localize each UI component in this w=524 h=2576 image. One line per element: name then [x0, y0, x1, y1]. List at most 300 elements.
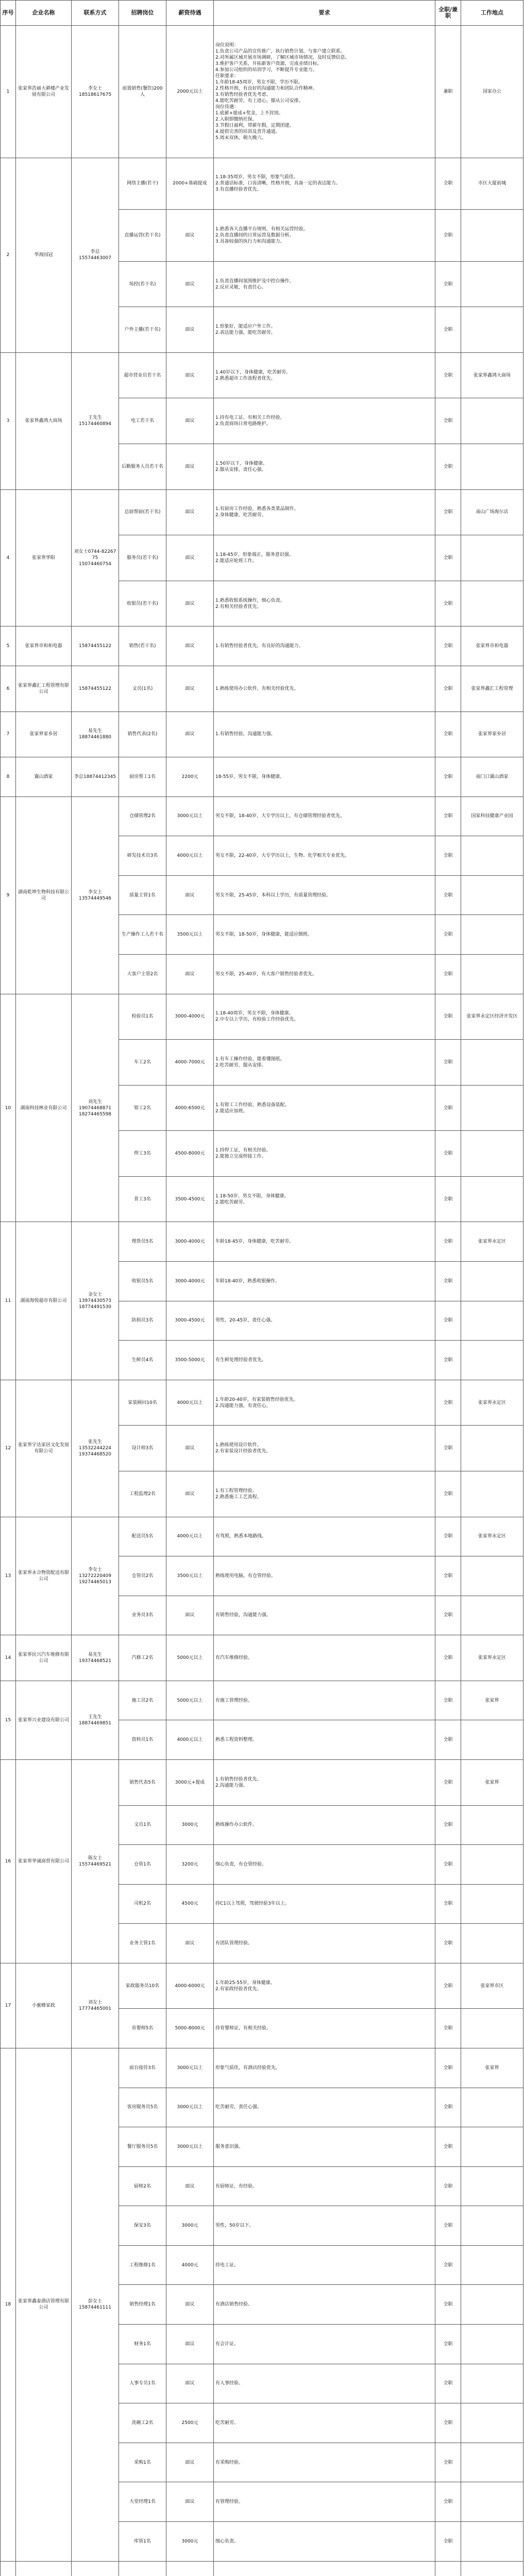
employment-type: 全职 [435, 489, 461, 535]
company-name: 湖南科技林业有限公司 [16, 994, 72, 1222]
table-row [1, 26, 523, 158]
requirements-text: 1.负责直播间氛围维护及中控台操作。 2.反应灵敏，有责任心。 [214, 261, 435, 307]
row-seq: 18 [1, 2048, 16, 2562]
requirements-text: 有采购经验。 [214, 2443, 435, 2482]
position-title: 销售经理1名 [119, 2285, 166, 2325]
requirements-text: 1.年龄25-55岁，身体健康。 2.有家政经验者优先。 [214, 1963, 435, 2009]
position-title: 工程维修1名 [119, 2245, 166, 2285]
employment-type: 全职 [435, 1301, 461, 1341]
employment-type: 全职 [435, 1720, 461, 1760]
salary-value: 面议 [166, 444, 214, 490]
header-salary: 薪资待遇 [166, 1, 214, 26]
header-location: 工作地点 [461, 1, 523, 26]
salary-value: 4000元以上 [166, 836, 214, 876]
position-title: 设计师3名 [119, 1426, 166, 1471]
work-location [461, 1341, 523, 1380]
requirements-text: 1.有工程管理经验。 2.熟悉施工工艺流程。 [214, 1471, 435, 1517]
salary-value: 3000元 [166, 1805, 214, 1845]
position-title: 焊工3名 [119, 1131, 166, 1177]
employment-type: 全职 [435, 796, 461, 836]
row-seq: 11 [1, 1222, 16, 1380]
employment-type: 全职 [435, 444, 461, 490]
requirements-text: 1.熟悉收银系统操作，细心负责。 2.有相关经验者优先。 [214, 581, 435, 626]
salary-value: 面议 [166, 261, 214, 307]
employment-type: 全职 [435, 1471, 461, 1517]
employment-type: 全职 [435, 1635, 461, 1681]
company-name: 翼山酒家 [16, 757, 72, 797]
salary-value: 5000元以上 [166, 1681, 214, 1720]
contact-info: 张先生 13532244224 19374468520 [72, 1380, 119, 1517]
work-location [461, 1805, 523, 1845]
position-title: 采购1名 [119, 2443, 166, 2482]
requirements-text: 年龄18-45岁，身体健康，吃苦耐劳。 [214, 1222, 435, 1262]
header-company: 企业名称 [16, 1, 72, 26]
salary-value: 4000元以上 [166, 1380, 214, 1426]
requirements-text: 男女不限，18-50岁，身体健康，能适应倒班。 [214, 915, 435, 955]
salary-value: 面议 [166, 489, 214, 535]
requirements-text: 有驾照，熟悉本地路线。 [214, 1517, 435, 1556]
table-row [1, 489, 523, 535]
work-location [461, 581, 523, 626]
employment-type: 全职 [435, 954, 461, 994]
company-name: 小蜜蜂家政 [16, 1963, 72, 2048]
table-row [1, 666, 523, 711]
row-seq: 10 [1, 994, 16, 1222]
table-row [1, 626, 523, 666]
position-title: 销售(若干名) [119, 626, 166, 666]
employment-type: 全职 [435, 757, 461, 797]
salary-value: 5000-8000元 [166, 2009, 214, 2048]
requirements-text: 1.年龄20-40岁，有家装销售经验优先。 2.沟通能力强，有责任心。 [214, 1380, 435, 1426]
requirements-text: 1.熟悉各大直播平台规则，有相关运营经验。 2.负责直播间的日常运营及数据分析。 3.具备较强的执行力和沟通能力。 [214, 210, 435, 262]
position-title: 研发技术员3名 [119, 836, 166, 876]
work-location [461, 1924, 523, 1963]
employment-type: 全职 [435, 836, 461, 876]
contact-info: 金女士 13974430573 18774491530 [72, 1222, 119, 1380]
employment-type: 全职 [435, 2403, 461, 2443]
requirements-text: 男女不限，22-40岁，大专学历以上，生物、化学相关专业优先。 [214, 836, 435, 876]
requirements-text: 有施工管理经验。 [214, 1681, 435, 1720]
salary-value: 4500元 [166, 1884, 214, 1924]
work-location [461, 307, 523, 353]
salary-value: 面议 [166, 2325, 214, 2364]
work-location: 张家界市和电器 [461, 626, 523, 666]
employment-type: 全职 [435, 581, 461, 626]
work-location [461, 2364, 523, 2403]
salary-value: 面议 [166, 2285, 214, 2325]
work-location [461, 398, 523, 444]
row-seq: 7 [1, 711, 16, 757]
contact-info: 陈女士 15574469521 [72, 1759, 119, 1963]
company-name [16, 2561, 72, 2576]
position-title: 服务员(若干名) [119, 535, 166, 581]
company-name: 张家界民兴汽车维修有限公司 [16, 1635, 72, 1681]
salary-value: 2000元以上 [166, 26, 214, 158]
work-location [461, 1262, 523, 1301]
work-location [461, 2482, 523, 2522]
requirements-text: 1.50岁以下，身体健康。 2.服从安排，责任心强。 [214, 444, 435, 490]
position-title: 家政服务员10名 [119, 1963, 166, 2009]
requirements-text: 男女不限，25-45岁，本科以上学历，有质量管理经验。 [214, 875, 435, 915]
employment-type: 全职 [435, 261, 461, 307]
position-title: 财务1名 [119, 2325, 166, 2364]
employment-type: 全职 [435, 2048, 461, 2088]
employment-type: 全职 [435, 2482, 461, 2522]
salary-value: 3000-4500元 [166, 1301, 214, 1341]
contact-info: 李女士 13272220409 19274465013 [72, 1517, 119, 1635]
position-title: 场控(若干名) [119, 261, 166, 307]
employment-type: 全职 [435, 1426, 461, 1471]
work-location [461, 836, 523, 876]
salary-value: 3000元 [166, 2206, 214, 2246]
work-location [461, 954, 523, 994]
salary-value: 面议 [166, 535, 214, 581]
employment-type: 全职 [435, 2166, 461, 2206]
position-title: 人事专员1名 [119, 2364, 166, 2403]
row-seq: 16 [1, 1759, 16, 1963]
company-name: 张家界华阳 [16, 489, 72, 626]
position-title: 业务主管1名 [119, 1924, 166, 1963]
requirements-text: 持育婴师证，有相关经验。 [214, 2009, 435, 2048]
salary-value: 4000元以上 [166, 1720, 214, 1760]
company-name: 张家界兴业建设有限公司 [16, 1681, 72, 1759]
work-location: 张家界 [461, 2048, 523, 2088]
work-location: 南山广场海尔店 [461, 489, 523, 535]
requirements-text: 有厨师证，有经验。 [214, 2166, 435, 2206]
position-title: 仓管员2名 [119, 1556, 166, 1596]
work-location: 张家界鑫鸿大商场 [461, 352, 523, 398]
table-row [1, 1517, 523, 1556]
requirements-text: 服务意识强。 [214, 2127, 435, 2167]
requirements-text: 熟练使用电脑，有仓管经验。 [214, 1556, 435, 1596]
requirements-text: 1.有车工操作经验，能看懂图纸。 2.吃苦耐劳，服从安排。 [214, 1040, 435, 1086]
salary-value: 面议 [166, 1596, 214, 1635]
requirements-text [214, 2561, 435, 2576]
position-title: 配送员5名 [119, 1517, 166, 1556]
salary-value: 面议 [166, 398, 214, 444]
requirements-text: 形象气质佳，有酒店经验优先。 [214, 2048, 435, 2088]
contact-info: 李女士 13574449546 [72, 796, 119, 994]
employment-type: 全职 [435, 1759, 461, 1805]
salary-value: 2200元 [166, 757, 214, 797]
requirements-text: 有人事经验。 [214, 2364, 435, 2403]
table-row [1, 1635, 523, 1681]
requirements-text: 1.持有电工证，有相关工作经验。 2.负责商场日常电路维护。 [214, 398, 435, 444]
position-title: 电工若干名 [119, 398, 166, 444]
salary-value: 面议 [166, 307, 214, 353]
salary-value: 面议 [166, 954, 214, 994]
position-title: 厨房帮工1名 [119, 757, 166, 797]
row-seq: 8 [1, 757, 16, 797]
position-title: 普工3名 [119, 1176, 166, 1222]
work-location [461, 2521, 523, 2561]
requirements-text: 男女不限，18-40岁，大专学历以上，有仓储管理经验者优先。 [214, 796, 435, 836]
row-seq: 9 [1, 796, 16, 994]
position-title: 洗碗工2名 [119, 2403, 166, 2443]
employment-type: 全职 [435, 535, 461, 581]
table-row [1, 757, 523, 797]
salary-value: 4000-6500元 [166, 1085, 214, 1131]
requirements-text: 持电工证。 [214, 2245, 435, 2285]
table-row [1, 994, 523, 1040]
table-row [1, 1963, 523, 2009]
salary-value: 4000-7000元 [166, 1040, 214, 1086]
salary-value: 面议 [166, 2166, 214, 2206]
position-title: 大堂经理1名 [119, 2482, 166, 2522]
row-seq [1, 2561, 16, 2576]
company-name: 张家界华诚商贸有限公司 [16, 1759, 72, 1963]
employment-type: 全职 [435, 2245, 461, 2285]
requirements-text: 1.18-35周岁，男女不限，形象气质佳。 2.普通话标准，口齿清晰，性格开朗，具备一定的表达能力。 3.有直播经验者优先。 [214, 158, 435, 210]
position-title: 保安3名 [119, 2206, 166, 2246]
requirements-text: 有酒店销售经验。 [214, 2285, 435, 2325]
contact-info: 李总18874412345 [72, 757, 119, 797]
contact-info: 李总 15574463007 [72, 158, 119, 352]
contact-info: 15874455122 [72, 626, 119, 666]
salary-value: 3000元以上 [166, 2048, 214, 2088]
employment-type: 全职 [435, 666, 461, 711]
company-name: 张家界鑫汇工程管理有限公司 [16, 666, 72, 711]
requirements-text: 年龄18-40岁，熟悉收银操作。 [214, 1262, 435, 1301]
requirements-text: 1.18-50岁，男女不限，身体健康。 2.能吃苦耐劳。 [214, 1176, 435, 1222]
table-row [1, 1380, 523, 1426]
work-location [461, 2325, 523, 2364]
work-location: 张家界永定区 [461, 1222, 523, 1262]
salary-value: 3000元+提成 [166, 1759, 214, 1805]
salary-value: 2000+基础提成 [166, 158, 214, 210]
employment-type: 全职 [435, 626, 461, 666]
work-location [461, 2443, 523, 2482]
employment-type: 全职 [435, 1380, 461, 1426]
work-location [461, 1596, 523, 1635]
table-row [1, 2048, 523, 2088]
requirements-text: 1.熟练使用办公软件，有相关经验优先。 [214, 666, 435, 711]
header-type: 全职/兼职 [435, 1, 461, 26]
requirements-text: 男性，50岁以下。 [214, 2206, 435, 2246]
employment-type: 全职 [435, 2364, 461, 2403]
position-title: 汽修工2名 [119, 1635, 166, 1681]
salary-value: 3000-4000元 [166, 994, 214, 1040]
table-row [1, 352, 523, 398]
work-location [461, 1301, 523, 1341]
header-position: 招聘岗位 [119, 1, 166, 26]
contact-info [72, 2561, 119, 2576]
employment-type: 全职 [435, 1845, 461, 1885]
position-title: 防损员3名 [119, 1301, 166, 1341]
position-title: 总厨帮厨(若干名) [119, 489, 166, 535]
company-name: 张家界鑫泰酒店管理有限公司 [16, 2048, 72, 2562]
row-seq: 3 [1, 352, 16, 489]
contact-info: 李女士 18518617675 [72, 26, 119, 158]
employment-type: 全职 [435, 307, 461, 353]
row-seq: 17 [1, 1963, 16, 2048]
employment-type: 全职 [435, 2127, 461, 2167]
work-location [461, 2127, 523, 2167]
table-row [1, 796, 523, 836]
requirements-text: 有生鲜处理经验者优先。 [214, 1341, 435, 1380]
salary-value: 面议 [166, 626, 214, 666]
position-title: 前台接待3名 [119, 2048, 166, 2088]
employment-type: 全职 [435, 1596, 461, 1635]
salary-value: 3000元以上 [166, 796, 214, 836]
salary-value: 面议 [166, 2443, 214, 2482]
table-row [1, 2561, 523, 2576]
work-location [461, 1556, 523, 1596]
requirements-text: 有销售经验，沟通能力强。 [214, 1596, 435, 1635]
position-title: 户外主播(若干名) [119, 307, 166, 353]
salary-value: 面议 [166, 666, 214, 711]
salary-value: 5000元以上 [166, 1635, 214, 1681]
work-location [461, 1040, 523, 1086]
position-title: 文员1名 [119, 1805, 166, 1845]
company-name: 湖南海悦超市有限公司 [16, 1222, 72, 1380]
employment-type: 全职 [435, 398, 461, 444]
table-row [1, 158, 523, 210]
table-row [1, 1222, 523, 1262]
requirements-text: 吃苦耐劳。 [214, 2403, 435, 2443]
company-name: 张家界家乡居 [16, 711, 72, 757]
work-location [461, 535, 523, 581]
position-title: 收银员(若干名) [119, 581, 166, 626]
salary-value: 面议 [166, 875, 214, 915]
contact-info: 刘女士 17774465001 [72, 1963, 119, 2048]
requirements-text: 1.有销售经验者优先，有良好的沟通能力。 [214, 626, 435, 666]
employment-type: 全职 [435, 2009, 461, 2048]
employment-type: 全职 [435, 352, 461, 398]
position-title: 家装顾问10名 [119, 1380, 166, 1426]
work-location [461, 1471, 523, 1517]
company-name: 湖南乾坤生物科技有限公司 [16, 796, 72, 994]
salary-value: 3000-4000元 [166, 1222, 214, 1262]
work-location: 张家界 [461, 1681, 523, 1720]
requirements-text: 持C1以上驾照，驾驶经验3年以上。 [214, 1884, 435, 1924]
salary-value: 3500元以上 [166, 915, 214, 955]
requirements-text: 1.18-45岁，形象端正，服务意识强。 2.能适应轮班工作。 [214, 535, 435, 581]
position-title: 销售代表(2名) [119, 711, 166, 757]
position-title: 育婴师5名 [119, 2009, 166, 2048]
company-name: 张家界宇达家居文化发展有限公司 [16, 1380, 72, 1517]
position-title: 资料员1名 [119, 1720, 166, 1760]
work-location [461, 444, 523, 490]
requirements-text: 1.有钳工工作经验，熟悉设备装配。 2.能适应加班。 [214, 1085, 435, 1131]
salary-value: 4000元以上 [166, 1517, 214, 1556]
salary-value: 3000元以上 [166, 2088, 214, 2127]
employment-type: 全职 [435, 711, 461, 757]
work-location: 国家科技健康产业园 [461, 796, 523, 836]
requirements-text: 熟悉工程资料整理。 [214, 1720, 435, 1760]
work-location [461, 2166, 523, 2206]
position-title: 车工2名 [119, 1040, 166, 1086]
row-seq: 13 [1, 1517, 16, 1635]
work-location [461, 1720, 523, 1760]
salary-value: 面议 [166, 352, 214, 398]
work-location [461, 1426, 523, 1471]
requirements-text: 细心负责。 [214, 2521, 435, 2561]
position-title: 工程监理2名 [119, 1471, 166, 1517]
employment-type: 全职 [435, 1040, 461, 1086]
position-title: 文员(1名) [119, 666, 166, 711]
position-title: 销售代表5名 [119, 1759, 166, 1805]
employment-type: 全职 [435, 2443, 461, 2482]
work-location: 张家界永定区 [461, 1635, 523, 1681]
company-name: 张家界浩丽大耕楼产业发展有限公司 [16, 26, 72, 158]
requirements-text: 1.18-40周岁，男女不限，身体健康。 2.中专以上学历，有检验工作经验优先。 [214, 994, 435, 1040]
company-name: 张家界市和和电器 [16, 626, 72, 666]
salary-value: 3000元 [166, 2521, 214, 2561]
employment-type: 全职 [435, 1805, 461, 1845]
employment-type: 全职 [435, 1262, 461, 1301]
work-location: 张家界 [461, 1759, 523, 1805]
salary-value: 3000元以上 [166, 2127, 214, 2167]
position-title: 生鲜员4名 [119, 1341, 166, 1380]
employment-type: 全职 [435, 1131, 461, 1177]
contact-info: 刘先生 19074468871 18274465598 [72, 994, 119, 1222]
salary-value [166, 2561, 214, 2576]
work-location [461, 1845, 523, 1885]
position-title: 客房服务员5名 [119, 2088, 166, 2127]
position-title: 仓管1名 [119, 1845, 166, 1885]
requirements-text: 1.形象好，能适应户外工作。 2.表达能力强，能吃苦耐劳。 [214, 307, 435, 353]
position-title: 理货员5名 [119, 1222, 166, 1262]
salary-value: 4000-6000元 [166, 1963, 214, 2009]
header-contact: 联系方式 [72, 1, 119, 26]
salary-value: 面议 [166, 1924, 214, 1963]
employment-type: 全职 [435, 1963, 461, 2009]
position-title [119, 2561, 166, 2576]
work-location [461, 1085, 523, 1131]
position-title: 质量主管1名 [119, 875, 166, 915]
company-name: 华海园冠 [16, 158, 72, 352]
header-requirements: 要求 [214, 1, 435, 26]
work-location [461, 2403, 523, 2443]
contact-info: 易先生 18874461880 [72, 711, 119, 757]
contact-info: 彭女士 15874461111 [72, 2048, 119, 2562]
work-location [461, 2561, 523, 2576]
requirements-text: 男性，20-45岁，责任心强。 [214, 1301, 435, 1341]
position-title: 库管1名 [119, 2521, 166, 2561]
employment-type: 全职 [435, 1556, 461, 1596]
employment-type: 全职 [435, 1176, 461, 1222]
work-location [461, 1884, 523, 1924]
row-seq: 14 [1, 1635, 16, 1681]
requirements-text: 1.有销售经验，沟通能力强。 [214, 711, 435, 757]
requirements-text: 岗位说明： 1.负责公司产品的宣传推广，执行销售计划，与客户建立联系。 2.对所属区域开展市场调研，了解区域市场情况，及时反馈信息。 3.维护客户关系，开拓新客户资源，完成业绩目标。 4.参加公司组织的培训学习，不断提升专业能力。 任职要求： 1.年龄18-45周岁，男女不限，学历不限。 2.性格开朗，有良好的沟通能力和团队合作精神。 3.有销售经验者优先考虑。 4.能吃苦耐劳，有上进心，服从公司安排。 岗位待遇： 1.底薪+提成+奖金，上不封顶。 2.入职即缴纳社保。 3.节假日福利，带薪年假，定期团建。 4.提供完善的培训及晋升通道。 5.周末双休，朝九晚六。 [214, 26, 435, 158]
employment-type [435, 2561, 461, 2576]
work-location: 张家界鑫汇工程管理 [461, 666, 523, 711]
employment-type: 全职 [435, 158, 461, 210]
row-seq: 6 [1, 666, 16, 711]
salary-value: 面议 [166, 2364, 214, 2403]
header-row [1, 1, 523, 26]
salary-value: 4500-8000元 [166, 1131, 214, 1177]
employment-type: 全职 [435, 1222, 461, 1262]
contact-info: 刘女士0744-8226775 15074460754 [72, 489, 119, 626]
row-seq: 4 [1, 489, 16, 626]
employment-type: 兼职 [435, 26, 461, 158]
row-seq: 15 [1, 1681, 16, 1759]
salary-value: 面议 [166, 581, 214, 626]
work-location: 国家办公 [461, 26, 523, 158]
salary-value: 面议 [166, 2482, 214, 2522]
row-seq: 1 [1, 26, 16, 158]
work-location [461, 2088, 523, 2127]
work-location [461, 2245, 523, 2285]
position-title: 餐厅服务员5名 [119, 2127, 166, 2167]
requirements-text: 有管理经验。 [214, 2482, 435, 2522]
employment-type: 全职 [435, 994, 461, 1040]
requirements-text: 1.40岁以下，身体健康，吃苦耐劳。 2.熟悉超市工作流程者优先。 [214, 352, 435, 398]
position-title: 网络主播(若干) [119, 158, 166, 210]
